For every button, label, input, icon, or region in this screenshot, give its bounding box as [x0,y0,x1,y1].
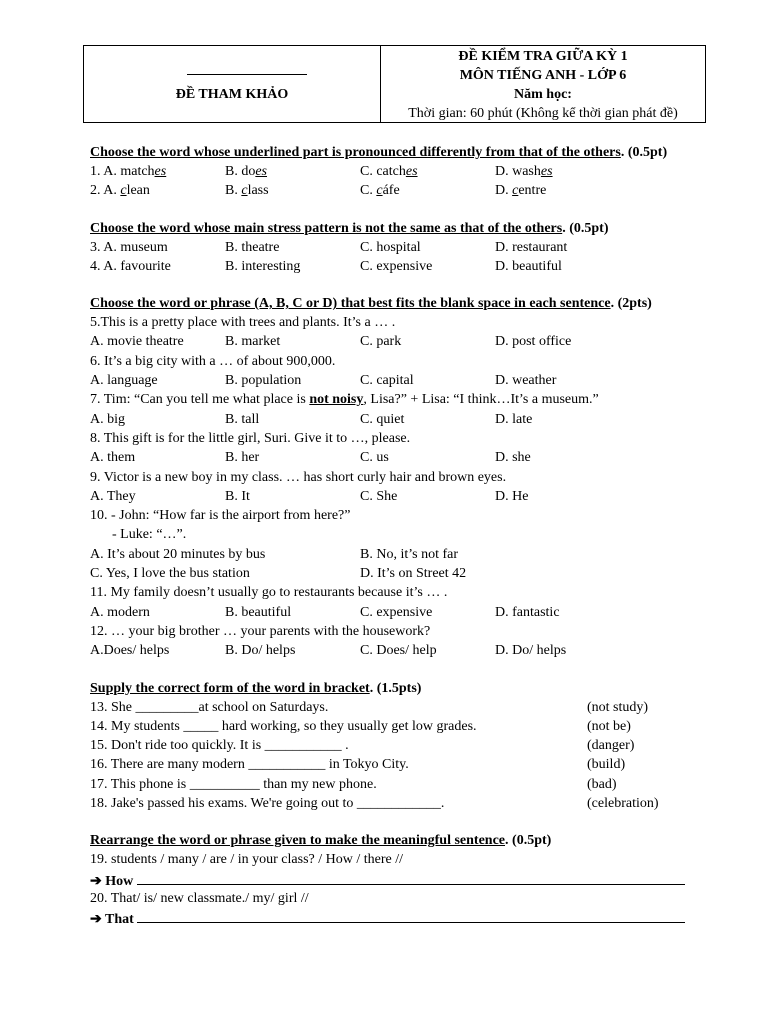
section-2-title [90,219,710,238]
q8-option-a: A. them [90,450,136,466]
q9-option-a: A. They [90,488,136,504]
header-rule [187,74,307,75]
q10-options-ab [90,545,710,564]
school-year: Năm học: [514,87,572,102]
q7-option-c: C. quiet [360,411,405,427]
arrow-right-icon: ➔ [90,873,102,889]
exam-content [90,143,710,928]
question-3 [90,238,710,257]
question-19: 19. students / many / are / in your class? / How / there // [90,852,403,868]
answer-20-start: That [104,912,134,928]
q8-option-c: C. us [360,450,389,466]
q5-option-a: A. movie theatre [90,334,184,350]
section-2-points: . (0.5pt) [562,220,609,236]
q4-option-b: B. interesting [225,258,301,274]
q2-option-c: C. cáfe [360,183,400,199]
question-11: 11. My family doesn’t usually go to restaurants because it’s … . [90,585,448,601]
header-table [83,45,706,123]
q5-option-d: D. post office [495,334,572,350]
section-1-heading: Choose the word whose underlined part is pronounced differently from that of the others [90,145,621,160]
q2-option-d: D. centre [495,183,547,199]
question-18 [90,794,710,813]
q3-option-c: C. hospital [360,239,421,255]
q14-hint: (not be) [587,718,631,734]
q14-text: 14. My students _____ hard working, so they usually get low grades. [90,718,477,734]
section-3-title [90,294,710,313]
question-12: 12. … your big brother … your parents with the housework? [90,623,431,639]
q5-options [90,332,710,351]
section-1-title [90,143,710,162]
q10-option-a: A. It’s about 20 minutes by bus [90,546,266,562]
q1-option-b: B. does [225,164,268,179]
section-3-heading: Choose the word or phrase (A, B, C or D) that best fits the blank space in each sentence [90,296,611,312]
q13-hint: (not study) [587,699,649,715]
question-14 [90,717,710,736]
q4-option-a: 4. A. favourite [90,258,171,274]
q1-option-a: 1. A. matches [90,164,167,179]
q11-option-b: B. beautiful [225,604,292,620]
q15-text: 15. Don't ride too quickly. It is ___________ . [90,738,349,754]
answer-19-line [90,870,710,889]
q12-option-a: A.Does/ helps [90,643,170,659]
answer-20-line [90,908,710,927]
section-4-points: . (1.5pts) [369,680,422,696]
question-8: 8. This gift is for the little girl, Suri. Give it to …, please. [90,430,411,446]
answer-20-blank[interactable] [137,908,685,923]
q7-option-a: A. big [90,411,125,427]
question-7: 7. Tim: “Can you tell me what place is not noisy, Lisa?” + Lisa: “I think…It’s a museum.” [90,392,599,408]
section-5-heading: Rearrange the word or phrase given to make the meaningful sentence [90,833,506,849]
q12-option-b: B. Do/ helps [225,643,296,659]
question-17 [90,775,710,794]
question-20: 20. That/ is/ new classmate./ my/ girl // [90,890,309,906]
section-1-points: . (0.5pt) [620,145,668,160]
q12-option-c: C. Does/ help [360,643,437,659]
q5-option-c: C. park [360,334,402,350]
q5-option-b: B. market [225,334,281,350]
q16-text: 16. There are many modern ___________ in Tokyo City. [90,757,409,773]
q11-options [90,603,710,622]
q17-hint: (bad) [587,776,617,792]
question-10-john: 10. - John: “How far is the airport from here?” [90,508,351,524]
q6-option-b: B. population [225,373,302,389]
question-15 [90,736,710,755]
q18-text: 18. Jake's passed his exams. We're going out to ____________. [90,796,445,812]
q12-options [90,641,710,660]
q3-option-d: D. restaurant [495,239,568,255]
q11-option-d: D. fantastic [495,604,560,620]
q9-option-c: C. She [360,488,398,504]
exam-title: ĐỀ KIỂM TRA GIỮA KỲ 1 [458,49,628,64]
question-5: 5.This is a pretty place with trees and plants. It’s a … . [90,315,396,331]
reference-title: ĐỀ THAM KHẢO [175,87,289,102]
q8-option-b: B. her [225,450,260,466]
q12-option-d: D. Do/ helps [495,643,567,659]
question-10-luke: - Luke: “…”. [112,527,187,543]
section-5-title [90,831,710,850]
q10-option-d: D. It’s on Street 42 [360,566,467,582]
q10-option-c: C. Yes, I love the bus station [90,566,250,582]
section-2-heading: Choose the word whose main stress pattern is not the same as that of the others [90,220,563,236]
q11-option-a: A. modern [90,604,150,620]
q10-option-b: B. No, it’s not far [360,546,458,562]
question-9: 9. Victor is a new boy in my class. … has short curly hair and brown eyes. [90,469,507,485]
q9-option-d: D. He [495,488,529,504]
q4-option-d: D. beautiful [495,258,562,274]
q17-text: 17. This phone is __________ than my new phone. [90,776,377,792]
q1-option-c: C. catches [360,164,418,179]
q18-hint: (celebration) [587,796,659,812]
q7-option-b: B. tall [225,411,260,427]
question-2 [90,181,710,200]
q6-options [90,371,710,390]
section-3-points: . (2pts) [610,296,652,312]
section-4-heading: Supply the correct form of the word in bracket [90,680,370,696]
question-1 [90,162,710,181]
q16-hint: (build) [587,757,626,773]
section-4-title [90,679,710,698]
section-5-points: . (0.5pt) [505,833,552,849]
header-right-cell [381,46,705,122]
q7-emphasis: not noisy [309,392,364,408]
answer-19-blank[interactable] [137,870,685,885]
q15-hint: (danger) [587,738,635,754]
q10-options-cd [90,564,710,583]
q3-option-a: 3. A. museum [90,239,168,255]
subject-title: MÔN TIẾNG ANH - LỚP 6 [459,68,627,83]
question-6: 6. It’s a big city with a … of about 900,000. [90,353,336,369]
q8-option-d: D. she [495,450,531,466]
answer-19-start: How [105,873,134,889]
header-left-cell [84,46,381,122]
q13-text: 13. She _________at school on Saturdays. [90,699,329,715]
q1-option-d: D. washes [495,164,553,179]
q8-options [90,448,710,467]
q6-option-a: A. language [90,373,158,389]
q7-options [90,410,710,429]
question-13 [90,698,710,717]
arrow-right-icon: ➔ [90,912,102,928]
q2-option-b: B. class [225,183,269,199]
question-4 [90,257,710,276]
q6-option-d: D. weather [495,373,557,389]
question-16 [90,755,710,774]
q3-option-b: B. theatre [225,239,280,255]
q6-option-c: C. capital [360,373,414,389]
q11-option-c: C. expensive [360,604,433,620]
q9-option-b: B. It [225,488,250,504]
q7-option-d: D. late [495,411,533,427]
time-allowed: Thời gian: 60 phút (Không kể thời gian phát đề) [408,106,678,121]
q9-options [90,487,710,506]
q4-option-c: C. expensive [360,258,433,274]
q2-option-a: 2. A. clean [90,183,150,199]
